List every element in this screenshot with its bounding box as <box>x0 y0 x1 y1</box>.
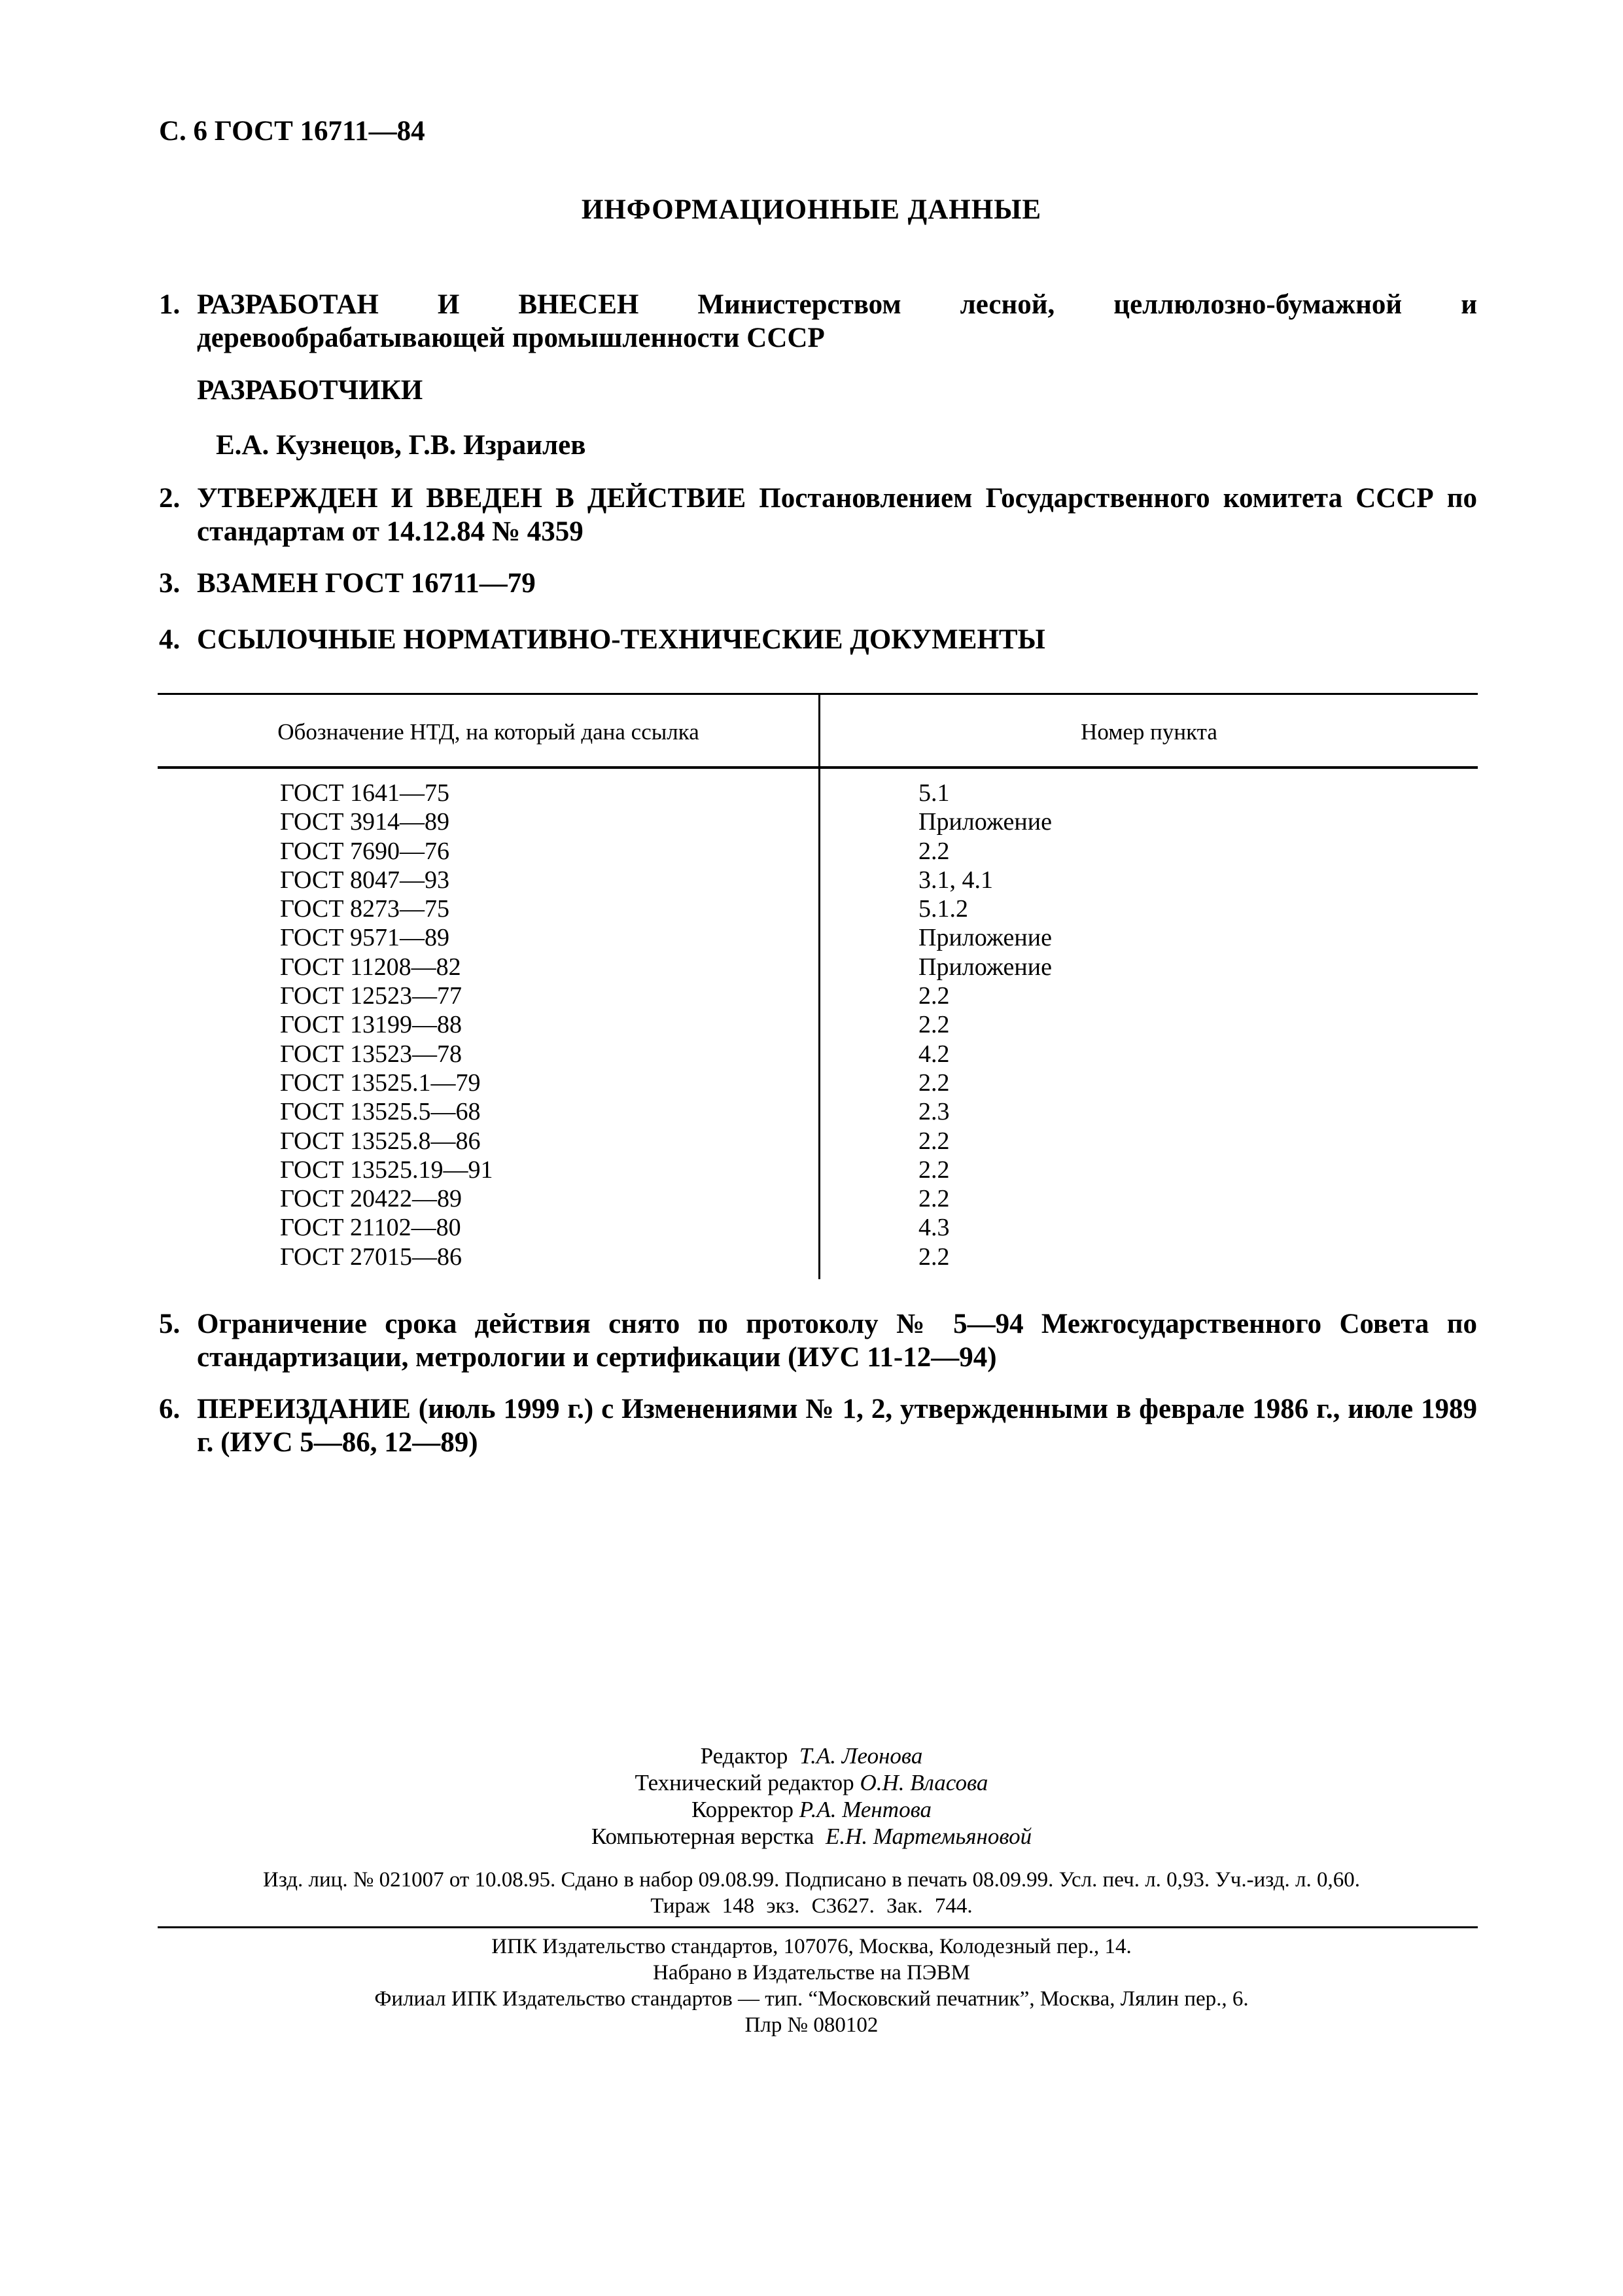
table-cell-document: ГОСТ 8047—93 <box>280 866 449 894</box>
item-2 <box>159 482 1477 548</box>
table-cell-clause: 4.3 <box>918 1214 950 1242</box>
table-cell-document: ГОСТ 13199—88 <box>280 1011 462 1039</box>
item-lead: РАЗРАБОТАН И ВНЕСЕН <box>197 289 639 320</box>
table-cell-clause: 2.2 <box>918 1243 950 1271</box>
page-header: С. 6 ГОСТ 16711—84 <box>159 116 425 147</box>
table-cell-document: ГОСТ 8273—75 <box>280 895 449 923</box>
item-text: ВЗАМЕН ГОСТ 16711—79 <box>197 568 536 599</box>
table-cell-clause: 2.2 <box>918 1156 950 1184</box>
credit-line: Редактор Т.А. Леонова <box>700 1743 923 1769</box>
table-cell-document: ГОСТ 27015—86 <box>280 1243 462 1271</box>
table-cell-document: ГОСТ 13525.8—86 <box>280 1127 481 1155</box>
table-cell-document: ГОСТ 13525.19—91 <box>280 1156 493 1184</box>
item-text: Постановлением Государственного комитета СССР по стандартам от 14.12.84 № 4359 <box>197 483 1478 547</box>
imprint-line: Тираж 148 экз. С3627. Зак. 744. <box>650 1894 973 1918</box>
credit-line: Компьютерная верстка Е.Н. Мартемьяновой <box>591 1824 1032 1849</box>
item-3 <box>159 567 1477 600</box>
imprint-line: Плр № 080102 <box>744 2013 879 2037</box>
credit-line: Корректор Р.А. Ментова <box>691 1797 932 1822</box>
table-column-clauses <box>918 779 1052 1271</box>
table-cell-document: ГОСТ 13525.5—68 <box>280 1098 481 1126</box>
table-cell-clause: 5.1.2 <box>918 895 968 923</box>
table-cell-document: ГОСТ 3914—89 <box>280 808 449 836</box>
item-text: Министерством лесной, целлюлозно-бумажной и деревообрабатывающей промышленности СССР <box>197 289 1478 353</box>
item-number: 3. <box>159 568 181 599</box>
table-cell-clause: 2.2 <box>918 1069 950 1097</box>
imprint-line: Изд. лиц. № 021007 от 10.08.95. Сдано в набор 09.08.99. Подписано в печать 08.09.99. Усл. печ. л. 0,93. Уч.-изд. л. 0,60. <box>262 1868 1360 1892</box>
imprint-line: ИПК Издательство стандартов, 107076, Москва, Колодезный пер., 14. <box>491 1935 1132 1958</box>
item-6 <box>159 1392 1477 1459</box>
table-cell-document: ГОСТ 9571—89 <box>280 924 449 952</box>
table-cell-clause: 2.3 <box>918 1098 950 1126</box>
table-cell-clause: 5.1 <box>918 779 950 807</box>
imprint-top <box>0 1867 1623 1919</box>
table-cell-clause: 4.2 <box>918 1040 950 1068</box>
imprint-bottom <box>0 1934 1623 2038</box>
item-number: 1. <box>159 289 181 320</box>
page-title: ИНФОРМАЦИОННЫЕ ДАННЫЕ <box>581 194 1042 225</box>
table-cell-document: ГОСТ 12523—77 <box>280 982 462 1010</box>
table-column-documents <box>280 779 493 1271</box>
item-number: 2. <box>159 483 181 514</box>
table-header-rule <box>158 766 1478 769</box>
table-cell-document: ГОСТ 1641—75 <box>280 779 449 807</box>
table-cell-document: ГОСТ 21102—80 <box>280 1214 461 1242</box>
table-cell-document: ГОСТ 13523—78 <box>280 1040 462 1068</box>
table-cell-clause: 2.2 <box>918 982 950 1010</box>
item-4 <box>159 623 1477 656</box>
imprint-rule <box>158 1926 1478 1928</box>
item-1 <box>159 288 1477 355</box>
table-cell-clause: Приложение <box>918 924 1052 952</box>
credit-line: Технический редактор О.Н. Власова <box>635 1770 988 1795</box>
table-cell-document: ГОСТ 13525.1—79 <box>280 1069 481 1097</box>
table-cell-clause: 2.2 <box>918 837 950 865</box>
table-cell-document: ГОСТ 11208—82 <box>280 953 461 981</box>
table-top-rule <box>158 693 1478 695</box>
item-lead: УТВЕРЖДЕН И ВВЕДЕН В ДЕЙСТВИЕ <box>197 483 746 514</box>
table-cell-clause: 3.1, 4.1 <box>918 866 993 894</box>
item-text: Ограничение срока действия снято по протоколу № 5—94 Межгосударственного Совета по стандартизации, метрологии и сертификации (ИУС 11-12—94) <box>197 1309 1477 1373</box>
table-cell-clause: 2.2 <box>918 1011 950 1039</box>
item-text: ПЕРЕИЗДАНИЕ (июль 1999 г.) с Изменениями № 1, 2, утвержденными в феврале 1986 г., июле 1989 г. (ИУС 5—86, 12—89) <box>197 1394 1477 1458</box>
table-cell-clause: 2.2 <box>918 1127 950 1155</box>
developers-names: Е.А. Кузнецов, Г.В. Израилев <box>216 430 586 461</box>
imprint-line: Набрано в Издательстве на ПЭВМ <box>653 1961 970 1985</box>
table-cell-clause: 2.2 <box>918 1185 950 1213</box>
item-number: 4. <box>159 624 181 655</box>
table-header-clause: Номер пункта <box>1081 719 1217 745</box>
credits-block <box>0 1742 1623 1850</box>
item-text: ССЫЛОЧНЫЕ НОРМАТИВНО-ТЕХНИЧЕСКИЕ ДОКУМЕНТЫ <box>197 624 1045 655</box>
item-number: 5. <box>159 1309 181 1339</box>
table-header-document: Обозначение НТД, на который дана ссылка <box>277 719 699 745</box>
table-cell-clause: Приложение <box>918 808 1052 836</box>
table-cell-document: ГОСТ 7690—76 <box>280 837 449 865</box>
table-cell-clause: Приложение <box>918 953 1052 981</box>
imprint-line: Филиал ИПК Издательство стандартов — тип. “Московский печатник”, Москва, Лялин пер., 6. <box>374 1987 1249 2011</box>
table-cell-document: ГОСТ 20422—89 <box>280 1185 462 1213</box>
item-number: 6. <box>159 1394 181 1424</box>
developers-heading: РАЗРАБОТЧИКИ <box>197 375 423 406</box>
table-column-divider <box>818 695 820 1279</box>
item-5 <box>159 1307 1477 1374</box>
